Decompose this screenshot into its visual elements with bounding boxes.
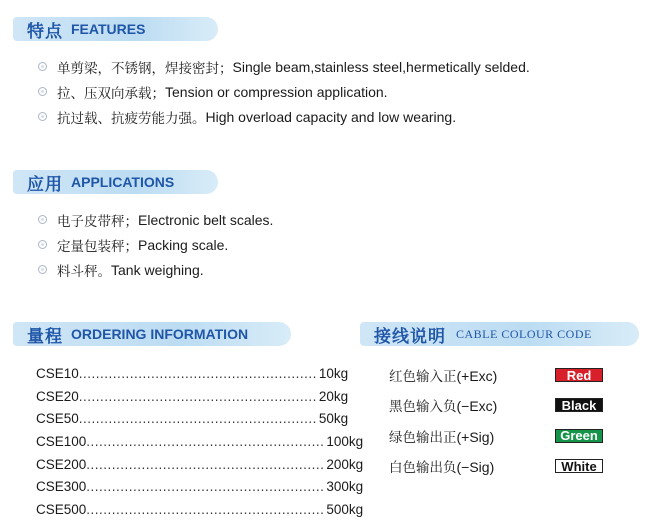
table-row: CSE10 ........................................................ 10kg [36, 365, 349, 381]
color-swatch-green: Green [555, 429, 603, 443]
applications-title-en: APPLICATIONS [71, 174, 175, 190]
model-code: CSE500 [36, 501, 87, 517]
capacity-value: 500kg [326, 501, 364, 517]
ordering-title-cn: 量程 [27, 326, 63, 347]
capacity-value: 100kg [326, 433, 364, 449]
table-row: CSE50 ........................................................ 50kg [36, 411, 349, 427]
ordering-title-en: ORDERING INFORMATION [71, 326, 249, 342]
features-header [13, 17, 218, 41]
applications-header [13, 170, 218, 194]
model-code: CSE300 [36, 479, 87, 495]
features-title-en: FEATURES [71, 21, 146, 37]
model-code: CSE10 [36, 365, 79, 381]
list-item: 单剪梁，不锈钢，焊接密封； Single beam,stainless steel,hermetically selded. [38, 54, 530, 79]
capacity-value: 50kg [318, 411, 349, 427]
table-row: 黑色输入负(−Exc) Black [389, 390, 603, 420]
model-code: CSE50 [36, 411, 79, 427]
circle-bullet-icon [38, 62, 47, 71]
model-code: CSE20 [36, 388, 79, 404]
list-item: 定量包装秤； Packing scale. [38, 232, 273, 257]
color-swatch-white: White [555, 459, 603, 473]
table-row: CSE300 ........................................................ 300kg [36, 479, 364, 495]
capacity-value: 200kg [326, 456, 364, 472]
cable-title-en: CABLE COLOUR CODE [456, 326, 592, 341]
circle-bullet-icon [38, 87, 47, 96]
table-row: CSE20 ........................................................ 20kg [36, 388, 349, 404]
list-item: 料斗秤。 Tank weighing. [38, 257, 273, 282]
features-list [38, 54, 530, 129]
list-item: 拉、压双向承载； Tension or compression application. [38, 79, 530, 104]
ordering-header [13, 322, 291, 346]
table-row: CSE200 ........................................................ 200kg [36, 456, 364, 472]
circle-bullet-icon [38, 265, 47, 274]
circle-bullet-icon [38, 112, 47, 121]
table-row: 白色输出负(−Sig) White [389, 451, 603, 481]
table-row: CSE500 ........................................................ 500kg [36, 501, 364, 517]
cable-title-cn: 接线说明 [374, 326, 446, 347]
model-code: CSE100 [36, 433, 87, 449]
cable-list [389, 360, 603, 481]
circle-bullet-icon [38, 240, 47, 249]
table-row: CSE100 ........................................................ 100kg [36, 433, 364, 449]
applications-list [38, 207, 273, 282]
color-swatch-black: Black [555, 398, 603, 412]
capacity-value: 300kg [326, 479, 364, 495]
capacity-value: 20kg [318, 388, 349, 404]
list-item: 抗过载、抗疲劳能力强。 High overload capacity and low wearing. [38, 104, 530, 129]
table-row: 绿色输出正(+Sig) Green [389, 421, 603, 451]
table-row: 红色输入正(+Exc) Red [389, 360, 603, 390]
circle-bullet-icon [38, 215, 47, 224]
applications-title-cn: 应用 [27, 174, 63, 195]
cable-header [360, 322, 639, 346]
list-item: 电子皮带秤； Electronic belt scales. [38, 207, 273, 232]
capacity-value: 10kg [318, 365, 349, 381]
model-code: CSE200 [36, 456, 87, 472]
color-swatch-red: Red [555, 368, 603, 382]
features-title-cn: 特点 [27, 21, 63, 42]
ordering-list [36, 362, 364, 521]
